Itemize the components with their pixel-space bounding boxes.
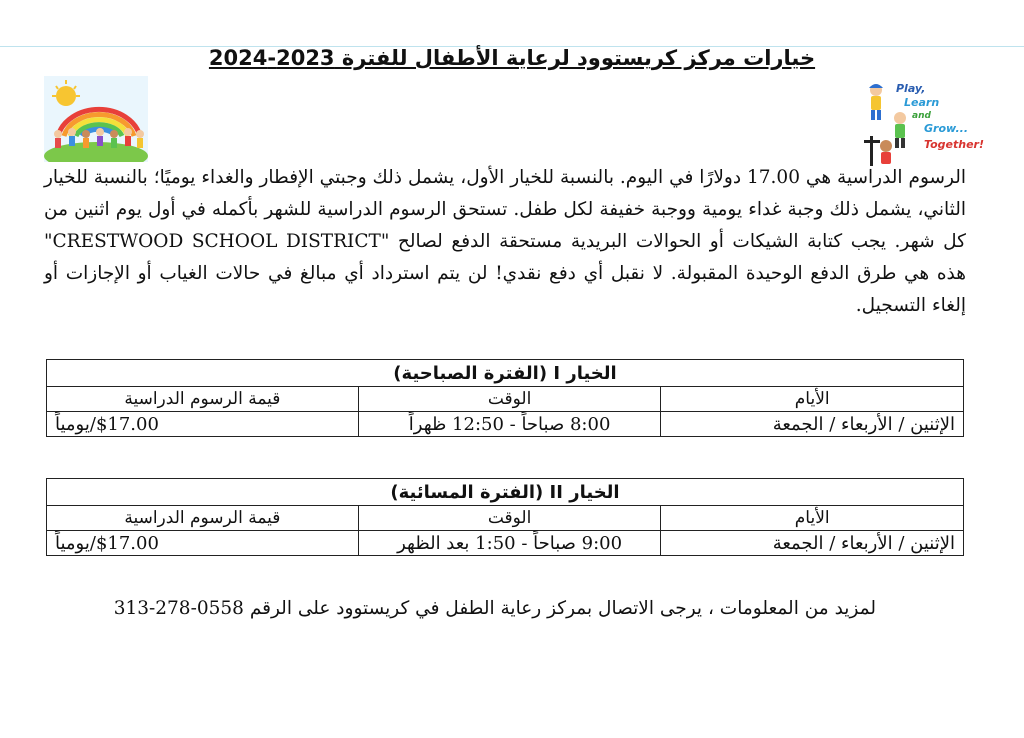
option-1-col-days: الأيام (661, 387, 964, 412)
logo-word-learn: Learn (904, 96, 940, 109)
option-1-table (46, 359, 964, 437)
option-2-col-days: الأيام (661, 506, 964, 531)
option-2-col-fee: قيمة الرسوم الدراسية (47, 506, 359, 531)
option-2-fee-value: $17.00/يومياً (55, 532, 159, 554)
option-1-time: 8:00 صباحاً - 12:50 ظهراً (358, 412, 661, 437)
option-2-header: الخيار II (الفترة المسائية) (47, 479, 964, 506)
contact-info: لمزيد من المعلومات ، يرجى الاتصال بمركز رعاية الطفل في كريستوود على الرقم 0558-278-313 (113, 598, 876, 619)
option-1-days: الإثنين / الأربعاء / الجمعة (661, 412, 964, 437)
logo-word-together: Together! (924, 138, 984, 151)
option-2-days: الإثنين / الأربعاء / الجمعة (661, 531, 964, 556)
tuition-paragraph: الرسوم الدراسية هي 17.00 دولارًا في اليوم. بالنسبة للخيار الأول، يشمل ذلك وجبتي الإفطار والغداء يوميًا؛ بالنسبة للخيار الثاني، يشمل ذلك وجبة غداء يومية ووجبة خفيفة لكل طفل. تستحق الرسوم الدراسية للشهر بأكمله في أول يوم اثنين من كل شهر. يجب كتابة الشيكات أو الحوالات البريدية مستحقة الدفع لصالح "CRESTWOOD SCHOOL DISTRICT" هذه هي طرق الدفع الوحيدة المقبولة. لا نقبل أي دفع نقدي! لن يتم استرداد أي مبالغ في حالات الغياب أو الإجازات أو إلغاء التسجيل. (44, 167, 966, 316)
rainbow-children-logo (44, 76, 148, 162)
option-1-col-fee: قيمة الرسوم الدراسية (47, 387, 359, 412)
option-2-fee (47, 531, 359, 556)
logo-word-play: Play, (896, 82, 926, 95)
option-2-time: 9:00 صباحاً - 1:50 بعد الظهر (358, 531, 661, 556)
option-1-header: الخيار I (الفترة الصباحية) (47, 360, 964, 387)
play-learn-grow-logo (862, 80, 986, 172)
page-title: خيارات مركز كريستوود لرعاية الأطفال للفترة 2023-2024 (208, 46, 816, 70)
option-1-col-time: الوقت (358, 387, 661, 412)
option-1-fee-value: $17.00/يومياً (55, 413, 159, 435)
option-2-col-time: الوقت (358, 506, 661, 531)
logo-word-grow: Grow... (924, 122, 969, 135)
option-2-table (46, 478, 964, 556)
logo-word-and: and (912, 111, 931, 121)
option-1-fee (47, 412, 359, 437)
